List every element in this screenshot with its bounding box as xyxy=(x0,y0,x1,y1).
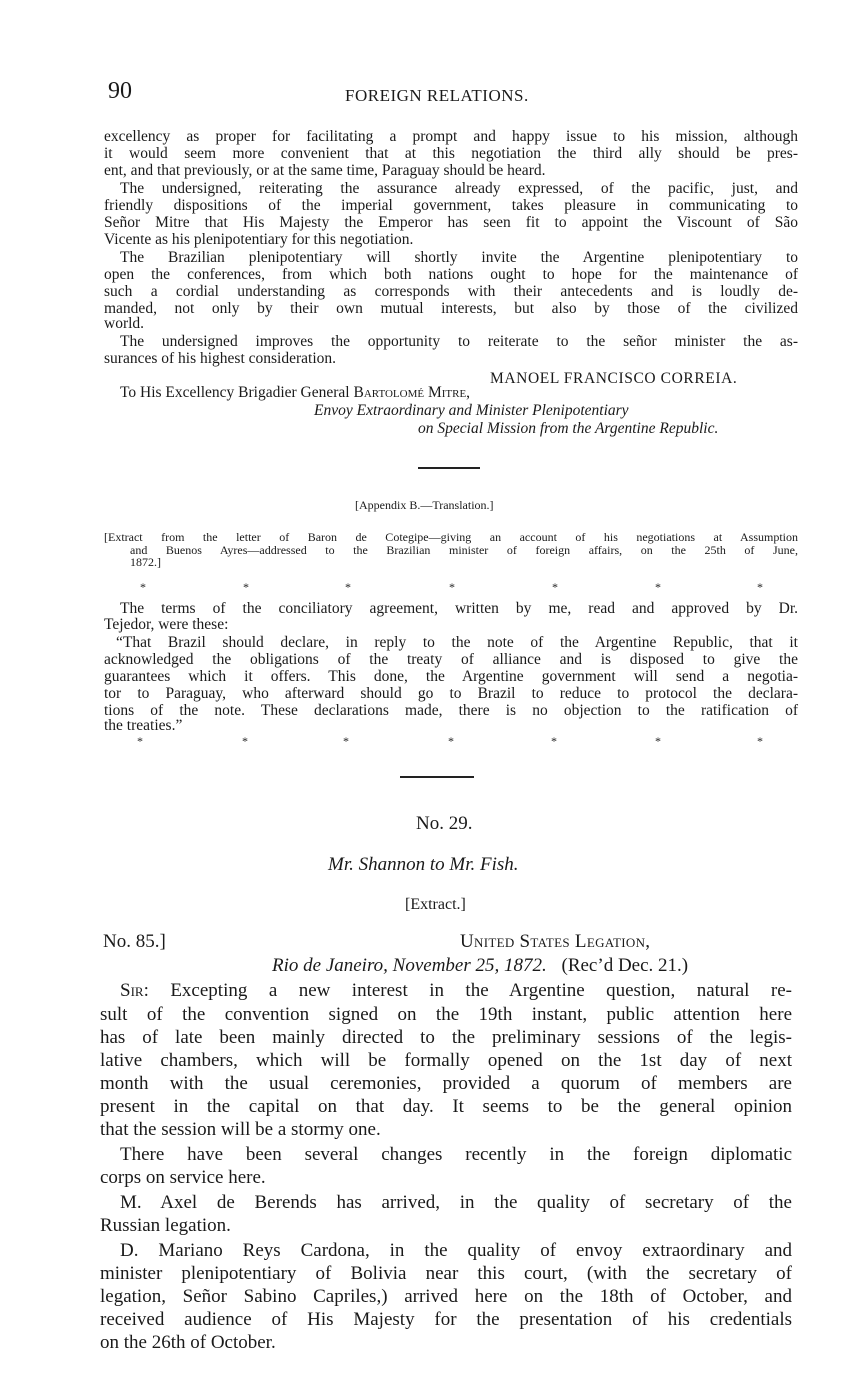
section-divider xyxy=(400,776,474,778)
section-divider xyxy=(418,467,480,469)
extract-line: 1872.] xyxy=(130,555,161,569)
letter-line: friendly dispositions of the imperial government, takes pleasure in communicating to xyxy=(104,197,798,214)
dispatch-line: month with the usual ceremonies, provided a quorum of members are xyxy=(100,1073,792,1094)
received-date: (Rec’d Dec. 21.) xyxy=(561,955,689,976)
dispatch-extract-label: [Extract.] xyxy=(405,896,466,913)
appendix-heading: [Appendix B.—Translation.] xyxy=(355,498,494,512)
letter-signature: MANOEL FRANCISCO CORREIA. xyxy=(490,370,738,387)
appendix-line: “That Brazil should declare, in reply to the note of the Argentine Republic, that it xyxy=(116,634,798,651)
star: * xyxy=(343,734,349,748)
appendix-line: guarantees which it offers. This done, the Argentine government will send a negotia- xyxy=(104,668,798,685)
letter-line: The Brazilian plenipotentiary will shortly invite the Argentine plenipotentiary to xyxy=(120,249,798,266)
addressee-title-1 xyxy=(314,402,629,420)
letter-line: such a cordial understanding as corresponds with their antecedents and is loudly de- xyxy=(104,283,798,300)
addressee-title-1-text: Envoy Extraordinary and Minister Plenipotentiary xyxy=(314,402,629,419)
star: * xyxy=(449,580,455,594)
star: * xyxy=(552,580,558,594)
star: * xyxy=(242,734,248,748)
star: * xyxy=(757,580,763,594)
star: * xyxy=(757,734,763,748)
letter-line: excellency as proper for facilitating a prompt and happy issue to his mission, although xyxy=(104,128,798,145)
dispatch-line: received audience of His Majesty for the presentation of his credentials xyxy=(100,1309,792,1330)
dispatch-line-text: Excepting a new interest in the Argentine question, natural re- xyxy=(170,980,793,1001)
appendix-line: tor to Paraguay, who afterward should go to Brazil to reduce to protocol the declara- xyxy=(104,685,798,702)
dispatch-line: corps on service here. xyxy=(100,1167,266,1188)
star: * xyxy=(137,734,143,748)
dispatch-line: minister plenipotentiary of Bolivia near this court, (with the secretary of xyxy=(100,1263,792,1284)
letter-line: world. xyxy=(104,315,145,332)
letter-line: The undersigned, reiterating the assurance already expressed, of the pacific, just, and xyxy=(120,180,798,197)
appendix-line: The terms of the conciliatory agreement, written by me, read and approved by Dr. xyxy=(120,600,798,617)
letter-line: Vicente as his plenipotentiary for this negotiation. xyxy=(104,231,414,248)
dispatch-title xyxy=(328,854,519,876)
dispatch-line: sult of the convention signed on the 19th instant, public attention here xyxy=(100,1004,792,1025)
place-date: Rio de Janeiro, November 25, 1872. xyxy=(272,955,547,976)
running-title: FOREIGN RELATIONS. xyxy=(345,86,529,105)
addressee-name: Bartolomé Mitre, xyxy=(353,384,471,401)
dispatch-title-text: Mr. Shannon to Mr. Fish. xyxy=(328,854,519,875)
letter-line: open the conferences, from which both nations ought to hope for the maintenance of xyxy=(104,266,798,283)
letter-line: The undersigned improves the opportunity to reiterate to the señor minister the as- xyxy=(120,333,798,350)
dispatch-line: on the 26th of October. xyxy=(100,1332,276,1353)
appendix-line: tions of the note. These declarations made, there is no objection to the ratification of xyxy=(104,702,798,719)
star: * xyxy=(551,734,557,748)
letter-line: it would seem more convenient that at this negotiation the third ally should be pres- xyxy=(104,145,798,162)
star: * xyxy=(243,580,249,594)
appendix-line: Tejedor, were these: xyxy=(104,616,229,633)
appendix-line: the treaties.” xyxy=(104,717,183,734)
dispatch-line: that the session will be a stormy one. xyxy=(100,1119,381,1140)
addressee-title-2-text: on Special Mission from the Argentine Republic. xyxy=(418,420,719,437)
dispatch-number-heading: No. 29. xyxy=(416,813,473,834)
dispatch-line: legation, Señor Sabino Capriles,) arrived here on the 18th of October, and xyxy=(100,1286,792,1307)
letter-line: manded, not only by their own mutual interests, but also by those of the civilized xyxy=(104,300,798,317)
dispatch-line: has of late been mainly directed to the preliminary sessions of the legis- xyxy=(100,1027,792,1048)
letter-line: ent, and that previously, or at the same time, Paraguay should be heard. xyxy=(104,162,546,179)
addressee-title-2 xyxy=(418,420,718,438)
extract-line: and Buenos Ayres—addressed to the Brazilian minister of foreign affairs, on the 25th of June, xyxy=(130,543,798,557)
dispatch-line xyxy=(120,980,792,1002)
dispatch-line: D. Mariano Reys Cardona, in the quality of envoy extraordinary and xyxy=(120,1240,792,1261)
place-date-line xyxy=(272,955,688,977)
page-number: 90 xyxy=(108,78,132,104)
extract-line: [Extract from the letter of Baron de Cotegipe—giving an account of his negotiations at Assumption xyxy=(104,530,798,544)
dispatch-line: Russian legation. xyxy=(100,1215,231,1236)
addressee-prefix: To His Excellency Brigadier General xyxy=(120,384,350,401)
dispatch-line: M. Axel de Berends has arrived, in the quality of secretary of the xyxy=(120,1192,792,1213)
dispatch-line: There have been several changes recently in the foreign diplomatic xyxy=(120,1144,792,1165)
legation-heading: United States Legation, xyxy=(460,931,651,952)
star: * xyxy=(448,734,454,748)
star: * xyxy=(655,580,661,594)
salutation: Sir: xyxy=(120,980,149,1001)
star: * xyxy=(345,580,351,594)
dispatch-line: present in the capital on that day. It seems to be the general opinion xyxy=(100,1096,792,1117)
dispatch-no: No. 85.] xyxy=(103,931,166,952)
letter-addressee xyxy=(120,384,470,402)
dispatch-line: lative chambers, which will be formally opened on the 1st day of next xyxy=(100,1050,792,1071)
letter-line: surances of his highest consideration. xyxy=(104,350,337,367)
appendix-line: acknowledged the obligations of the treaty of alliance and is disposed to give the xyxy=(104,651,798,668)
star: * xyxy=(655,734,661,748)
letter-line: Señor Mitre that His Majesty the Emperor has seen fit to appoint the Viscount of São xyxy=(104,214,798,231)
star: * xyxy=(140,580,146,594)
